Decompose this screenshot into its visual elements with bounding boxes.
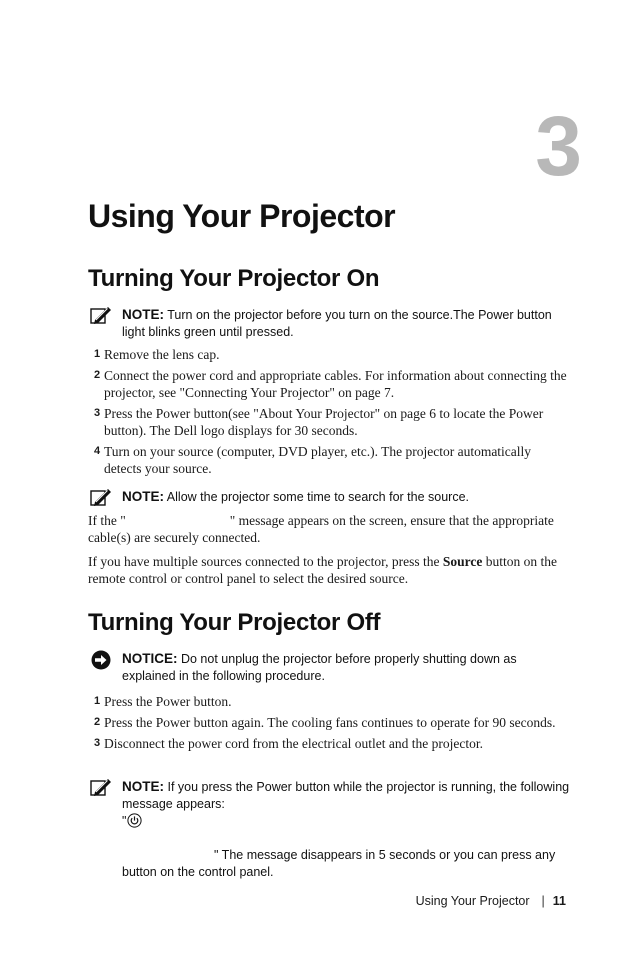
- step-number: 2: [94, 369, 101, 381]
- list-item: [88, 346, 570, 363]
- message-line: [122, 813, 570, 847]
- step-number: 1: [94, 695, 101, 707]
- page-footer: [300, 893, 566, 909]
- step-number: 1: [94, 348, 101, 360]
- pencil-note-icon: [90, 778, 112, 796]
- list-item: [88, 714, 570, 731]
- chapter-number: 3: [535, 99, 580, 193]
- paragraph-text: If you have multiple sources connected to the projector, press the: [88, 554, 443, 569]
- paragraph-text: " message appears on the screen, ensure that the appropriate cable(s) are securely connected.: [88, 513, 554, 545]
- step-text: Turn on your source (computer, DVD player, etc.). The projector automatically detects your source.: [104, 444, 532, 476]
- step-text: Press the Power button.: [104, 694, 232, 709]
- step-text: Connect the power cord and appropriate cables. For information about connecting the projector, see "Connecting Your Projector" on page 7.: [104, 368, 567, 400]
- power-icon: [127, 813, 142, 833]
- notice-unplug: [88, 650, 570, 684]
- step-text: Remove the lens cap.: [104, 347, 220, 362]
- paragraph-text: If the ": [88, 513, 126, 528]
- note-label: NOTE:: [122, 307, 164, 322]
- step-number: 2: [94, 716, 101, 728]
- list-item: [88, 405, 570, 439]
- steps-on-list: [88, 346, 570, 481]
- section-heading-off: Turning Your Projector Off: [88, 609, 381, 636]
- step-number: 4: [94, 445, 101, 457]
- notice-text: Do not unplug the projector before properly shutting down as explained in the following procedure.: [122, 652, 517, 683]
- step-text: Press the Power button(see "About Your Projector" on page 6 to locate the Power button). The Dell logo displays for 30 seconds.: [104, 406, 544, 438]
- page-number: 11: [552, 894, 566, 908]
- arrow-circle-icon: [90, 650, 112, 668]
- footer-separator: |: [541, 894, 545, 908]
- list-item: [88, 735, 570, 752]
- chapter-title: Using Your Projector: [88, 198, 396, 234]
- note-label: NOTE:: [122, 779, 164, 794]
- paragraph-sources: [88, 553, 570, 587]
- step-text: Press the Power button again. The cooling fans continues to operate for 90 seconds.: [104, 715, 556, 730]
- note-search-source: [88, 488, 570, 506]
- note-text: Turn on the projector before you turn on the source.The Power button light blinks green until pressed.: [122, 308, 552, 339]
- notice-label: NOTICE:: [122, 651, 178, 666]
- footer-title: Using Your Projector: [415, 894, 530, 908]
- quote-mark: ": [122, 814, 127, 828]
- note-power-button: [88, 306, 570, 340]
- steps-off-list: [88, 693, 570, 756]
- step-number: 3: [94, 407, 101, 419]
- list-item: [88, 367, 570, 401]
- paragraph-text: button on the remote control or control panel to select the desired source.: [88, 554, 557, 586]
- pencil-note-icon: [90, 488, 112, 506]
- note-tail-text: " The message disappears in 5 seconds or you can press any button on the control panel.: [122, 848, 556, 879]
- list-item: [88, 693, 570, 710]
- paragraph-message: [88, 512, 570, 546]
- note-text: Allow the projector some time to search for the source.: [166, 490, 470, 504]
- section-heading-on: Turning Your Projector On: [88, 265, 380, 292]
- note-text: If you press the Power button while the projector is running, the following message appears:: [122, 780, 570, 811]
- source-button-name: Source: [442, 554, 483, 569]
- pencil-note-icon: [90, 306, 112, 324]
- step-number: 3: [94, 737, 101, 749]
- note-label: NOTE:: [122, 489, 164, 504]
- note-power-message: [88, 778, 570, 882]
- step-text: Disconnect the power cord from the electrical outlet and the projector.: [104, 736, 483, 751]
- list-item: [88, 443, 570, 477]
